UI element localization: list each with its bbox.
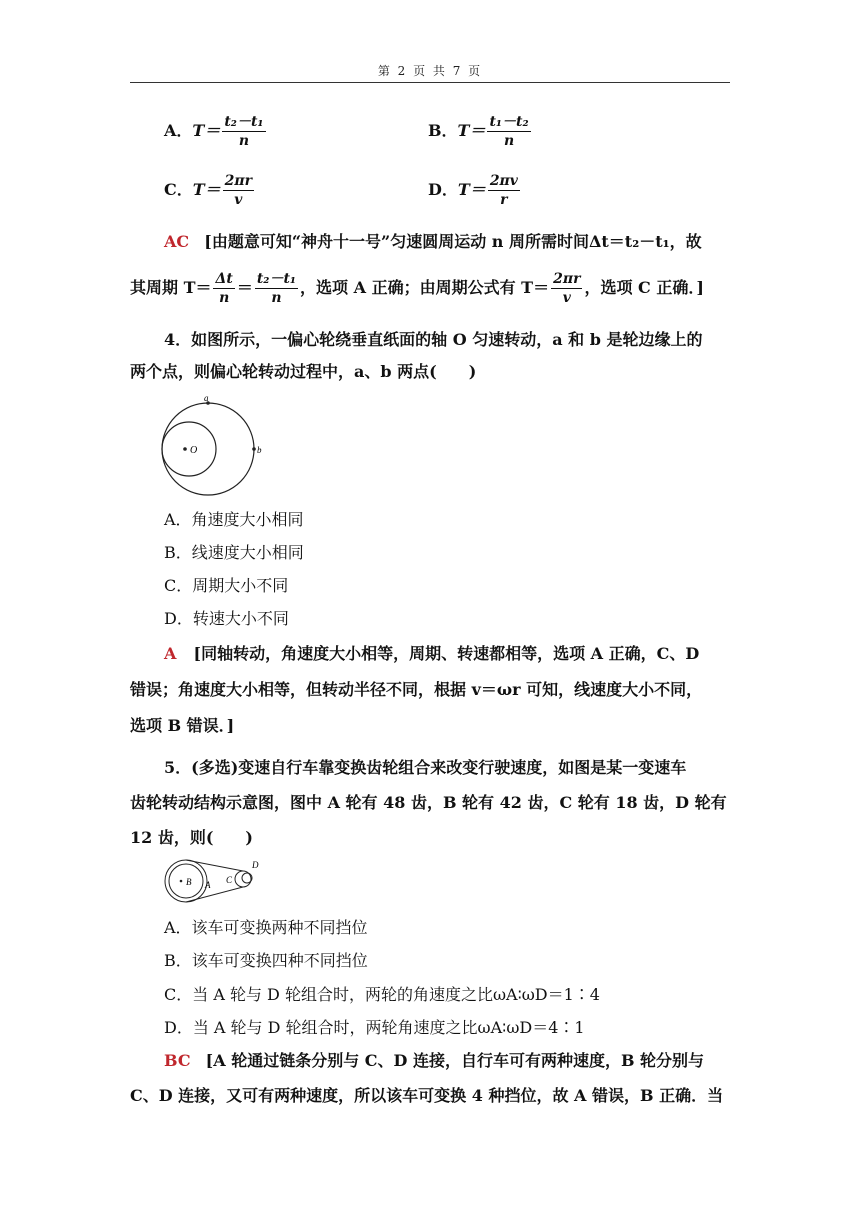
label-d: D xyxy=(252,860,259,870)
label-a: A xyxy=(205,880,211,890)
inner-circle xyxy=(162,422,216,476)
q5-answer-line1 xyxy=(164,1051,764,1071)
answer-text: [由题意可知“神舟十一号”匀速圆周运动 n 周所需时间Δt＝t₂－t₁，故 xyxy=(204,232,702,251)
fraction xyxy=(223,172,254,209)
answer-key: AC xyxy=(164,232,190,251)
q5-stem-line3: 12 齿，则( ) xyxy=(130,828,253,847)
answer-key: BC xyxy=(164,1051,191,1070)
q3-option-d xyxy=(428,172,522,209)
numerator: t₂－t₁ xyxy=(256,271,297,287)
q4-answer-line3: 选项 B 错误．] xyxy=(130,716,235,735)
denominator: v xyxy=(562,290,571,306)
q5-option-d: D．当 A 轮与 D 轮组合时，两轮角速度之比ωA∶ωD＝4∶1 xyxy=(164,1018,585,1037)
numerator: t₂－t₁ xyxy=(224,114,264,130)
q5-option-a: A．该车可变换两种不同挡位 xyxy=(164,918,368,937)
point-b xyxy=(252,447,256,451)
answer-text: ，选项 C 正确．] xyxy=(584,278,704,297)
q4-stem-line1: 4．如图所示，一偏心轮绕垂直纸面的轴 O 匀速转动，a 和 b 是轮边缘上的 xyxy=(164,330,703,349)
q3-option-b xyxy=(428,113,533,150)
numerator: t₁－t₂ xyxy=(489,114,529,130)
option-label: A． xyxy=(164,121,193,140)
chain-top xyxy=(186,860,243,871)
label-b: b xyxy=(257,445,262,455)
formula-lhs: T＝ xyxy=(192,121,221,140)
fraction xyxy=(551,270,582,307)
numerator: 2πv xyxy=(489,173,518,189)
numerator: Δt xyxy=(215,271,233,287)
label-b: B xyxy=(186,877,192,887)
q4-stem-line2: 两个点，则偏心轮转动过程中，a、b 两点( ) xyxy=(130,362,477,381)
q4-option-d: D．转速大小不同 xyxy=(164,609,289,628)
outer-wheel xyxy=(162,403,254,495)
label-o: O xyxy=(190,445,198,456)
formula-lhs: T＝ xyxy=(457,121,486,140)
label-c: C xyxy=(226,875,233,885)
denominator: v xyxy=(234,192,243,208)
q4-answer-line2: 错误；角速度大小相等，但转动半径不同，根据 v＝ωr 可知，线速度大小不同， xyxy=(130,680,703,699)
option-label: C． xyxy=(164,180,193,199)
q3-option-a xyxy=(164,113,268,150)
q5-stem-line2: 齿轮转动结构示意图，图中 A 轮有 48 齿，B 轮有 42 齿，C 轮有 18 齿，D 轮有 xyxy=(130,793,727,812)
formula-lhs: T＝ xyxy=(457,180,486,199)
q5-answer-line2: C、D 连接，又可有两种速度，所以该车可变换 4 种挡位，故 A 错误，B 正确．当 xyxy=(130,1086,724,1105)
option-label: B． xyxy=(428,121,458,140)
q5-option-c: C．当 A 轮与 D 轮组合时，两轮的角速度之比ωA∶ωD＝1∶4 xyxy=(164,985,600,1004)
fraction xyxy=(488,172,520,209)
denominator: r xyxy=(500,192,508,208)
denominator: n xyxy=(219,290,230,306)
center-dot xyxy=(180,880,183,883)
q3-answer-line2 xyxy=(130,270,730,307)
denominator: n xyxy=(238,133,250,149)
answer-key: A xyxy=(164,644,177,663)
answer-text: 其周期 T＝ xyxy=(130,278,212,297)
option-label: D． xyxy=(428,180,458,199)
q5-stem-line1: 5．(多选)变速自行车靠变换齿轮组合来改变行驶速度，如图是某一变速车 xyxy=(164,758,687,777)
numerator: 2πr xyxy=(224,173,253,189)
q5-option-b: B．该车可变换四种不同挡位 xyxy=(164,951,368,970)
q4-answer-line1 xyxy=(164,644,764,664)
q3-option-c xyxy=(164,172,256,209)
q3-answer-line1 xyxy=(164,232,764,252)
equals-sign: ＝ xyxy=(236,278,253,297)
fraction xyxy=(213,270,234,307)
numerator: 2πr xyxy=(553,271,581,287)
denominator: n xyxy=(503,133,515,149)
answer-text: ，选项 A 正确；由周期公式有 T＝ xyxy=(300,278,550,297)
chain-bottom xyxy=(186,887,243,902)
q4-option-b: B．线速度大小相同 xyxy=(164,543,304,562)
formula-lhs: T＝ xyxy=(192,180,221,199)
q4-option-a: A．角速度大小相同 xyxy=(164,510,304,529)
eccentric-wheel-figure xyxy=(150,393,280,503)
fraction xyxy=(222,113,265,150)
answer-text: [同轴转动，角速度大小相等，周期、转速都相等，选项 A 正确，C、D xyxy=(193,644,700,663)
answer-text: [A 轮通过链条分别与 C、D 连接，自行车可有两种速度，B 轮分别与 xyxy=(205,1051,705,1070)
label-a: a xyxy=(204,393,209,403)
axis-point-o xyxy=(183,447,187,451)
page-header: 第 2 页 共 7 页 xyxy=(377,64,483,78)
gear-system-figure xyxy=(155,855,275,905)
fraction xyxy=(255,270,298,307)
denominator: n xyxy=(271,290,282,306)
fraction xyxy=(487,113,530,150)
q4-option-c: C．周期大小不同 xyxy=(164,576,289,595)
header-divider xyxy=(130,82,730,83)
